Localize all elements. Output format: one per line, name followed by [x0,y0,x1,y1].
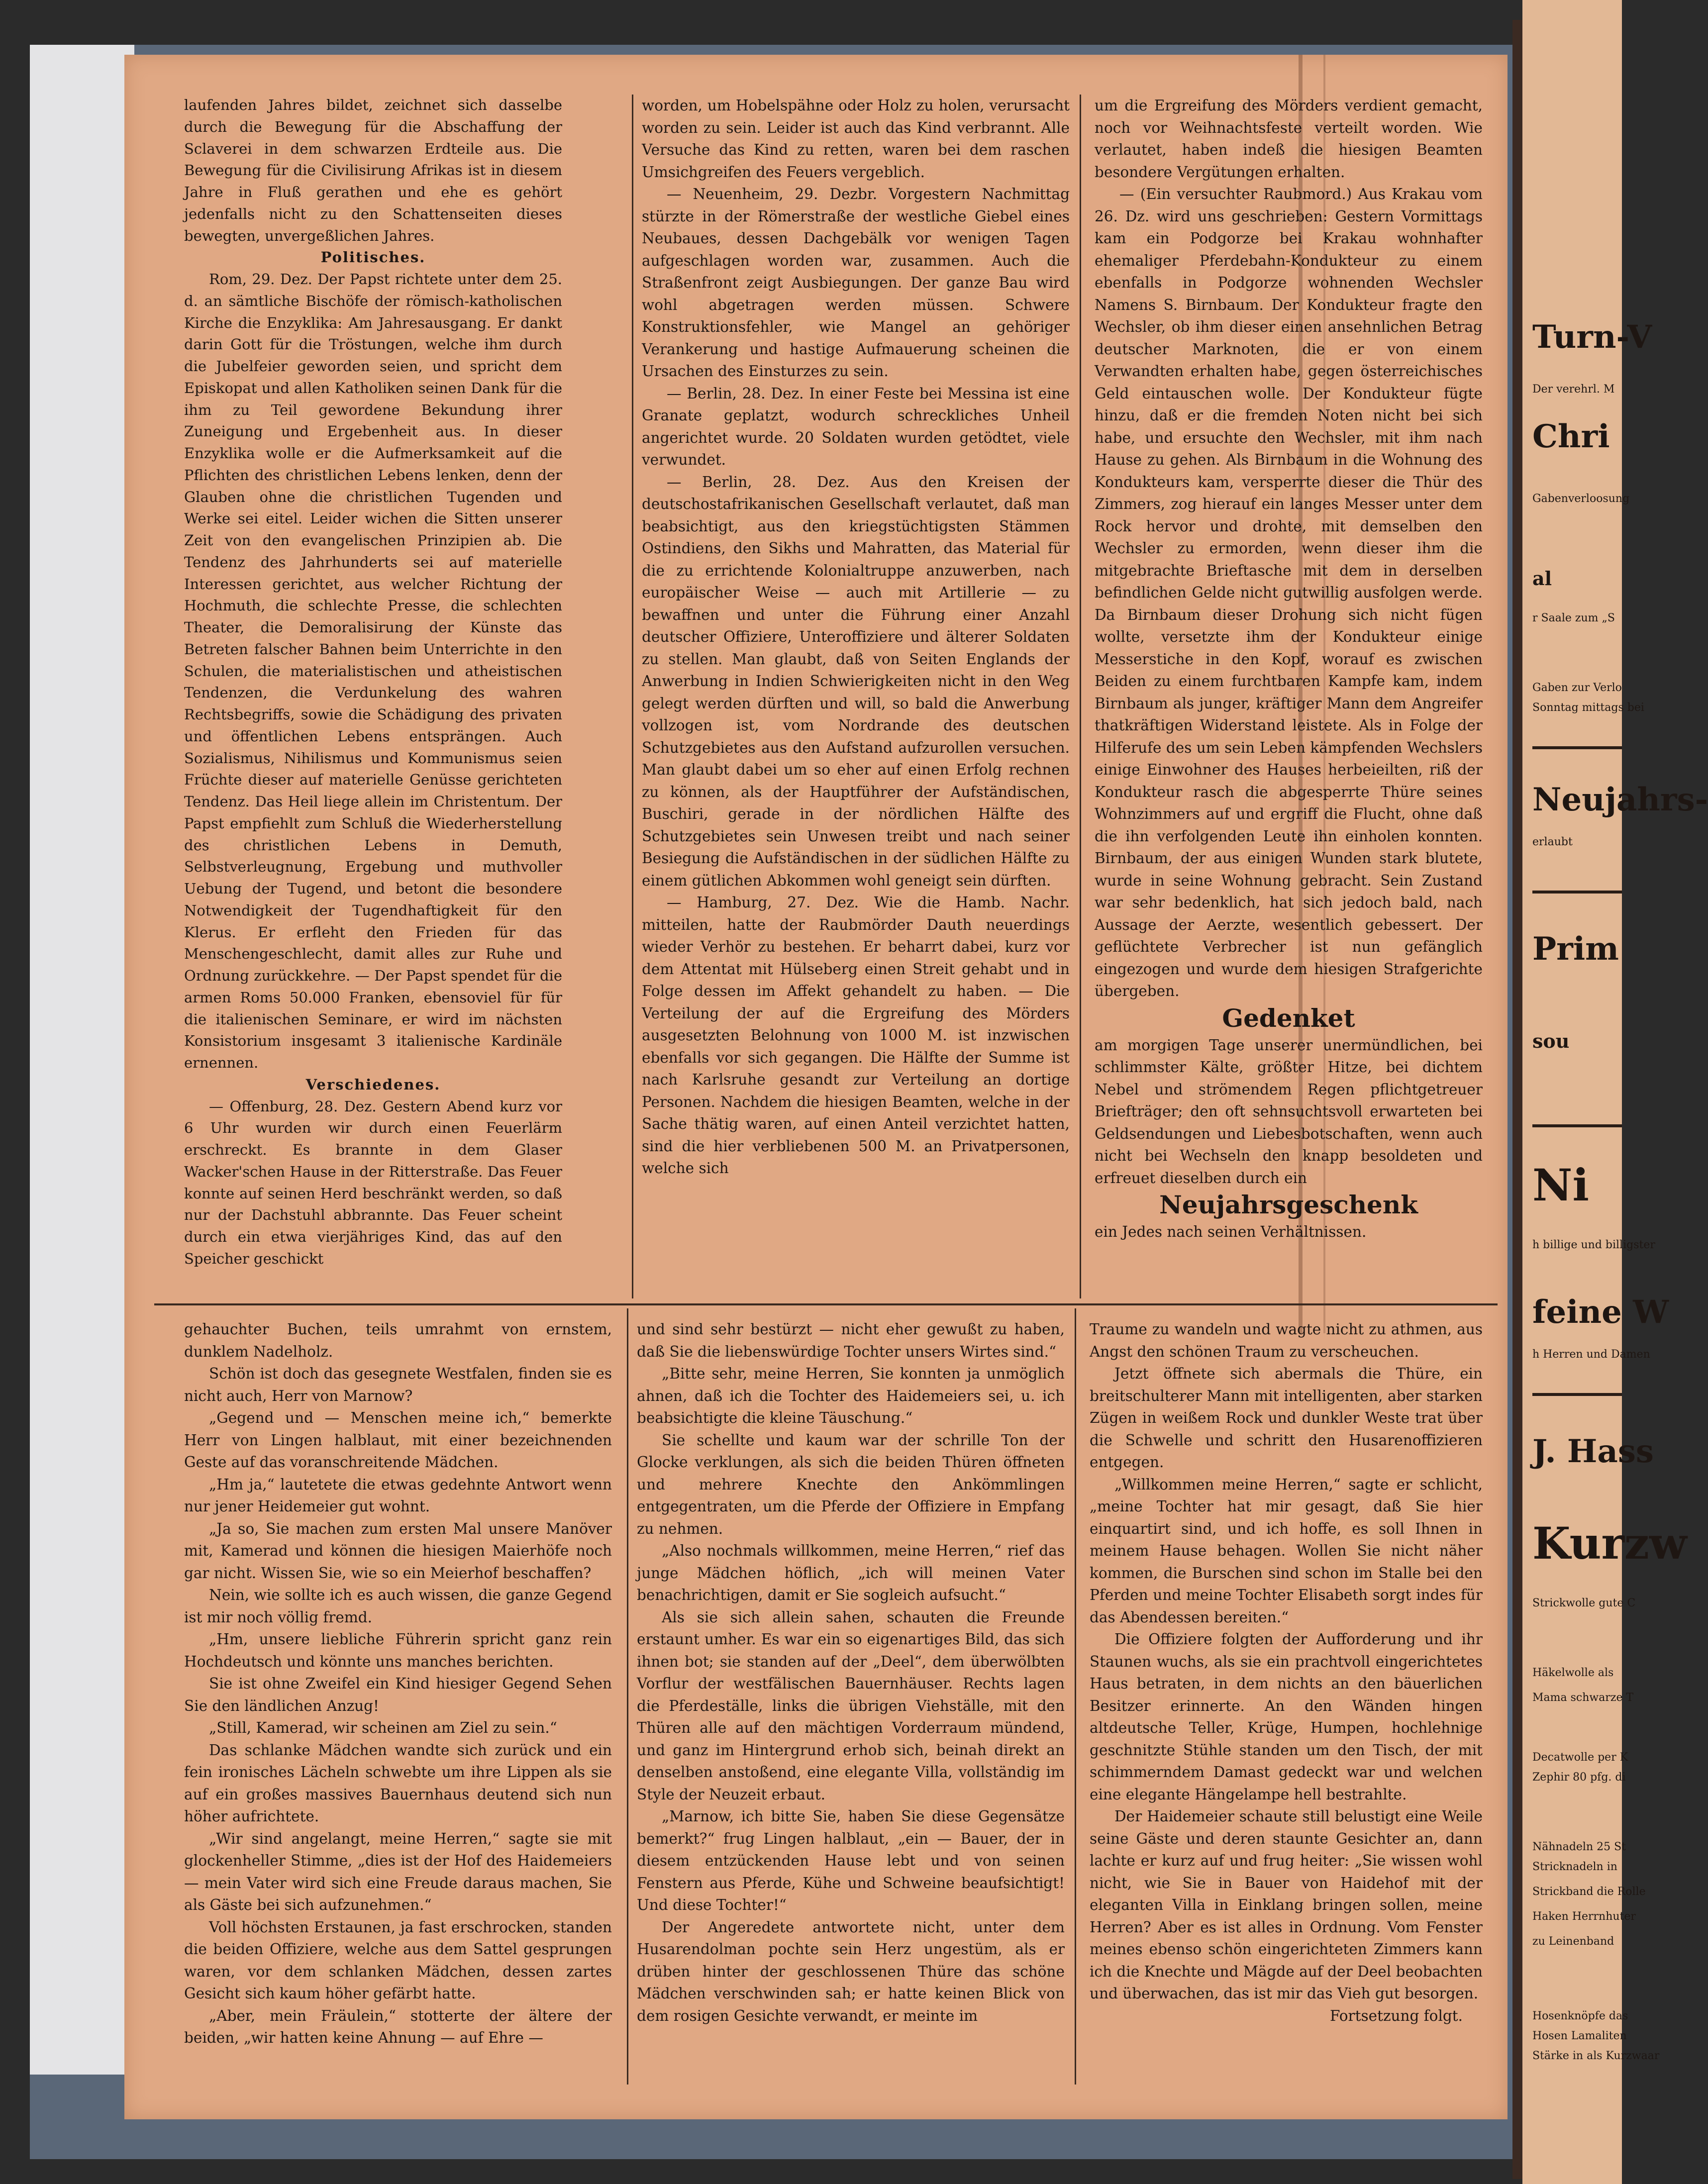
notice-body: am morgigen Tage unserer unermündlichen, bei schlimmster Kälte, größter Hitze, bei dichtem Nebel und strömendem Regen pflichtgetreuer Briefträger; den oft sehnsuchtsvoll erwarteten bei Geldsendungen und Liebesbotschaften, wenn auch nicht bei Wechseln den knapp besoldeten und erfreuet dieselben durch ein [1095,1036,1483,1187]
next-page-text: Der verehrl. M [1532,383,1615,396]
story-paragraph: „Willkommen meine Herren,“ sagte er schlicht, „meine Tochter hat mir gesagt, daß Sie hier einquartirt sind, und ich hoffe, es soll Ihnen in meinem Hause behagen. Wollen Sie nicht näher kommen, die Burschen sind schon im Stalle bei den Pferden und meine Tochter Elisabeth sorgt indes für das Abendessen bereiten.“ [1090,1476,1483,1626]
article-berlin-messina: — Berlin, 28. Dez. In einer Feste bei Messina ist eine Granate geplatzt, wodurch schreckliches Unheil angerichtet wurde. 20 Soldaten wurden getödtet, viele verwundet. [642,385,1070,468]
next-page-text: Hosen Lamaliten [1532,2030,1627,2042]
story-paragraph: „Marnow, ich bitte Sie, haben Sie diese Gegensätze bemerkt?“ frug Lingen halblaut, „ein — Bauer, der in diesem entzückenden Hause lebt und von seinen Fenstern aus Pferde, Kühe und Schweine beaufsichtigt! Und diese Tochter!“ [637,1808,1065,1913]
next-page-text: Häkelwolle als [1532,1667,1614,1679]
article-berlin-kolonial: — Berlin, 28. Dez. Aus den Kreisen der deutschostafrikanischen Gesellschaft verlautet, daß man beabsichtigt, aus den kriegstüchtigsten Stämmen Ostindiens, den Sikhs und Mahratten, das Material für die zu errichtende Kolonialtruppe anzuwerben, nach europäischer Weise — auch mit Artillerie — zu bewaffnen und unter die Führung einer Anzahl deutscher Offiziere, Unteroffiziere und älterer Soldaten zu stellen. Man glaubt, daß von Seiten Englands der Anwerbung in Indien Schwierigkeiten nicht in den Weg gelegt werden dürften und will, so bald die Anwerbung vollzogen ist, vom Nordrande des deutschen Schutzgebietes aus den Aufstand aufzurollen versuchen. Man glaubt dabei um so eher auf einen Erfolg rechnen zu können, als der Hauptführer der Aufständischen, Buschiri, gerade in der nördlichen Hälfte des Schutzgebietes sein Unwesen treibt und nach seiner Besiegung die Aufständischen in der südlichen Hälfte zu einem gütlichen Abkommen wohl geneigt sein dürften. [642,473,1070,889]
story-paragraph: Sie ist ohne Zweifel ein Kind hiesiger Gegend Sehen Sie den ländlichen Anzug! [184,1675,612,1714]
story-paragraph: gehauchter Buchen, teils umrahmt von ernstem, dunklem Nadelholz. [184,1321,612,1360]
next-page-rule [1532,1124,1622,1127]
next-page-text: Chri [1532,418,1610,455]
column-rule [1080,95,1081,1298]
story-paragraph: „Ja so, Sie machen zum ersten Mal unsere Manöver mit, Kamerad und können die hiesigen Maierhöfe noch gar nicht. Wissen Sie, wie so ein Meierhof beschaffen? [184,1520,612,1582]
story-paragraph: „Bitte sehr, meine Herren, Sie konnten ja unmöglich ahnen, daß ich die Tochter des Haidemeiers sei, u. ich beabsichtigte die kleine Täuschung.“ [637,1365,1065,1426]
story-paragraph: Die Offiziere folgten der Aufforderung und ihr Staunen wuchs, als sie ein prachtvoll eingerichtetes Haus betraten, in dem nichts an den bäuerlichen Besitzer erinnerte. An den Wänden hingen altdeutsche Teller, Krüge, Humpen, hochlehnige geschnitzte Stühle standen um den Tisch, der mit schimmerndem Damast gedeckt war und welchen eine elegante Hängelampe hell bestrahlte. [1090,1631,1483,1803]
next-page-text: r Saale zum „S [1532,612,1615,624]
article-offenburg: — Offenburg, 28. Dez. Gestern Abend kurz vor 6 Uhr wurden wir durch einen Feuerlärm erschreckt. Es brannte in dem Glaser Wacker'schen Hause in der Ritterstraße. Das Feuer konnte auf seinen Herd beschränkt werden, so daß nur der Dachstuhl abbrannte. Das Feuer scheint durch ein etwa vierjähriges Kind, das auf den Speicher geschickt [184,1097,562,1267]
newspaper-page [124,55,1507,2119]
notice-neujahrsgeschenk: Neujahrsgeschenk [1159,1190,1418,1219]
next-page-text: Nähnadeln 25 St [1532,1841,1626,1853]
next-page-text: Decatwolle per K [1532,1751,1628,1764]
feuilleton-rule [154,1303,1498,1305]
next-page-text: zu Leinenband [1532,1935,1614,1948]
story-paragraph: „Also nochmals willkommen, meine Herren,“ rief das junge Mädchen höflich, „ich will meinen Vater benachrichtigen, damit er Sie sogleich aufsucht.“ [637,1542,1065,1603]
next-page-text: sou [1532,1030,1570,1052]
next-page-text: Zephir 80 pfg. di [1532,1771,1626,1784]
feuilleton-column-3 [1090,1318,1483,2104]
feuilleton-column-2 [637,1318,1065,2104]
next-page-text: Neujahrs- [1532,781,1708,818]
story-paragraph: Der Haidemeier schaute still belustigt eine Weile seine Gäste und deren staunte Gesichter an, dann lachte er kurz auf und frug heiter: „Sie wissen wohl nicht, wie Sie in Bauer von Haidehof mit der eleganten Villa in Einklang bringen sollen, meine Herren? Aber es ist alles in Ordnung. Vom Fenster meines ebenso schön eingerichteten Zimmers kann ich die Knechte und Mägde auf der Deel beobachten und überwachen, das ist mir das Vieh gut besorgen. [1090,1808,1483,2002]
next-page-text: Ni [1532,1159,1589,1211]
story-paragraph: Traume zu wandeln und wagte nicht zu athmen, aus Angst den schönen Traum zu verscheuchen. [1090,1321,1483,1360]
feuilleton-column-1 [184,1318,612,2104]
next-page-text: Gaben zur Verlo [1532,682,1622,694]
story-paragraph: Sie schellte und kaum war der schrille Ton der Glocke verklungen, als sich die beiden Thüren öffneten und mehrere Knechte den Ankömmlingen entgegentraten, um die Pferde der Offiziere in Empfang zu nehmen. [637,1431,1065,1537]
article-hamburg: — Hamburg, 27. Dez. Wie die Hamb. Nachr. mitteilen, hatte der Raubmörder Dauth neuerdings wieder Verhör zu bestehen. Er beharrt dabei, kurz vor dem Attentat mit Hülseberg einen Streit gehabt und in Folge dessen im Affekt gehandelt zu haben. — Die Verteilung der auf die Ergreifung des Mörders ausgesetzten Belohnung von 1000 M. ist inzwischen ebenfalls vor sich gegangen. Die Hälfte der Summe ist nach Karlsruhe gesandt zur Verteilung an dortige Personen. Nachdem die hiesigen Beamten, welche in der Sache thätig waren, auf einen Anteil verzichtet hatten, sind die hier verbliebenen 500 M. an Privatpersonen, welche sich [642,894,1070,1177]
next-page-text: Strickwolle gute C [1532,1597,1636,1609]
next-page-text: Hosenknöpfe das [1532,2010,1628,2022]
article-continuation: laufenden Jahres bildet, zeichnet sich dasselbe durch die Bewegung für die Abschaffung der Sclaverei in dem schwarzen Erdteile aus. Die Bewegung für die Civilisirung Afrikas ist in diesem Jahre in Fluß gerathen und ehe es gehört jedenfalls nicht zu den Schattenseiten dieses bewegten, unvergeßlichen Jahres. [184,97,562,244]
next-page-text: Haken Herrnhuter [1532,1910,1636,1923]
story-paragraph: Voll höchsten Erstaunen, ja fast erschrocken, standen die beiden Offiziere, welche aus dem Sattel gesprungen waren, vor dem schlanken Mädchen, dessen zartes Gesicht sich kaum höher gefärbt hatte. [184,1918,612,2002]
story-paragraph: Jetzt öffnete sich abermals die Thüre, ein breitschulterer Mann mit intelligenten, aber starken Zügen in weißem Rock und dunkler Weste trat über die Schwelle und schritt den Husarenoffizieren entgegen. [1090,1365,1483,1471]
article-raubmord: — (Ein versuchter Raubmord.) Aus Krakau vom 26. Dz. wird uns geschrieben: Gestern Vormittags kam ein Podgorze bei Krakau wohnhafter ehemaliger Pferdebahn-Kondukteur zu einem ebenfalls in Podgorze wohnenden Wechsler Namens S. Birnbaum. Der Kondukteur fragte den Wechsler, ob ihm dieser einen ansehnlichen Betrag deutscher Marknoten, die er von einem Verwandten erhalten habe, gegen österreichisches Geld eintauschen wolle. Der Kondukteur fügte hinzu, daß er die fremden Noten nicht bei sich habe, und ersuchte den Wechsler, mit ihm nach Hause zu gehen. Als Birnbaum in die Wohnung des Kondukteurs kam, versperrte dieser die Thür des Zimmers, zog hierauf ein langes Messer unter dem Rock hervor und drohte, mit demselben den Wechsler zu ermorden, wenn dieser ihm die mitgebrachte Brieftasche mit dem in derselben befindlichen Gelde nicht gutwillig ausfolgen werde. Da Birnbaum dieser Drohung sich nicht fügen wollte, versetzte ihm der Kondukteur einige Messerstiche in den Kopf, worauf es zwischen Beiden zu einem furchtbaren Kampfe kam, indem Birnbaum als junger, kräftiger Mann dem Angreifer thatkräftigen Widerstand leistete. Als in Folge der Hilferufe des um sein Leben kämpfenden Wechslers einige Einwohner des Hauses herbeieilten, riß der Kondukteur rasch die abgesperrte Thüre seines Wohnzimmers auf und ergriff die Flucht, ohne daß die ihn verfolgenden Leute ihn einholen konnten. Birnbaum, der aus einigen Wunden stark blutete, wurde in seine Wohnung gebracht. Sein Zustand war sehr bedenklich, hat sich jedoch bald, nach Aussage der Aerzte, wesentlich gebessert. Der geflüchtete Verbrecher ist nun gefänglich eingezogen und wurde dem hiesigen Strafgerichte übergeben. [1095,186,1483,999]
story-paragraph: „Wir sind angelangt, meine Herren,“ sagte sie mit glockenheller Stimme, „dies ist der Hof des Haidemeiers — mein Vater wird sich eine Freude daraus machen, Sie als Gäste bei sich aufzunehmen.“ [184,1830,612,1913]
story-paragraph: Das schlanke Mädchen wandte sich zurück und ein fein ironisches Lächeln schwebte um ihre Lippen als sie auf ein großes massives Bauernhaus deutend sich nun höher aufrichtete. [184,1741,612,1825]
story-paragraph: und sind sehr bestürzt — nicht eher gewußt zu haben, daß Sie die liebenswürdige Tochter unsers Wirtes sind.“ [637,1321,1065,1360]
continuation-note: Fortsetzung folgt. [1329,2007,1463,2024]
article-hamburg-continuation: um die Ergreifung des Mörders verdient gemacht, noch vor Weihnachtsfeste verteilt worden. Wie verlautet, haben indeß die hiesigen Beamten besondere Vergütungen erhalten. [1095,97,1483,181]
article-neuenheim: — Neuenheim, 29. Dezbr. Vorgestern Nachmittag stürzte in der Römerstraße der westliche Giebel eines Neubaues, dessen Dachgebälk vor wenigen Tagen aufgeschlagen worden war, zusammen. Auch die Straßenfront zeigt Ausbiegungen. Der ganze Bau wird wohl abgetragen werden müssen. Schwere Konstruktionsfehler, wie Mangel an gehöriger Verankerung und hastige Aufmauerung scheinen die Ursachen des Einsturzes zu sein. [642,186,1070,380]
story-paragraph: Als sie sich allein sahen, schauten die Freunde erstaunt umher. Es war ein so eigenartiges Bild, das sich ihnen bot; sie standen auf der „Deel“, dem überwölbten Vorflur der westfälischen Bauernhäuser. Rechts lagen die Pferdeställe, links die übrigen Viehställe, mit den Thüren alle auf den mächtigen Vorderraum mündend, und ganz im Hintergrund erhob sich, beinah direkt an denselben anstoßend, eine elegante Villa, vollständig im Style der Neuzeit erbaut. [637,1608,1065,1803]
next-page-rule [1532,1393,1622,1396]
next-page-fragment [1522,0,1708,2184]
top-column-1 [184,95,562,1289]
next-page-text: Stärke in als Kurzwaar [1532,2050,1660,2062]
story-paragraph: Schön ist doch das gesegnete Westfalen, finden sie es nicht auch, Herr von Marnow? [184,1365,612,1404]
top-column-3 [1095,95,1483,1303]
story-paragraph: Der Angeredete antwortete nicht, unter dem Husarendolman pochte sein Herz ungestüm, als er drüben hinter der geschlossenen Thüre das schöne Mädchen verschwinden sah; er hatte keinen Blick von dem rosigen Gesichte verwandt, er meinte im [637,1918,1065,2024]
story-paragraph: „Hm, unsere liebliche Führerin spricht ganz rein Hochdeutsch und könnte uns manches berichten. [184,1631,612,1670]
section-heading-politisches: Politisches. [320,249,426,266]
article-rom: Rom, 29. Dez. Der Papst richtete unter dem 25. d. an sämtliche Bischöfe der römisch-katholischen Kirche die Enzyklika: Am Jahresausgang. Er dankt darin Gott für die Tröstungen, welche ihm durch die Jubelfeier geworden seien, und spricht dem Episkopat und allen Katholiken seinen Dank für die ihm zu Teil gewordene Bekundung ihrer Zuneigung und Ergebenheit aus. In dieser Enzyklika wolle er die Aufmerksamkeit auf die Pflichten des christlichen Lebens lenken, denn der Glauben ohne die christlichen Tugenden und Werke sei eitel. Leider wichen die Sitten unserer Zeit von den evangelischen Prinzipien ab. Die Tendenz des Jahrhunderts sei auf materielle Interessen gerichtet, aus welcher Richtung der Hochmuth, die schlechte Presse, die schlechten Theater, die Demoralisirung der Künste das Betreten falscher Bahnen beim Unterrichte in den Schulen, die materialistischen und atheistischen Tendenzen, die Verdunkelung des wahren Rechtsbegriffs, sowie die Schädigung des privaten und öffentlichen Lebens entsprängen. Auch Sozialismus, Nihilismus und Kommunismus seien Früchte dieser auf materielle Genüsse gerichteten Tendenz. Das Heil liege allein im Christentum. Der Papst empfiehlt zum Schluß die Wiederherstellung des christlichen Lebens in Demuth, Selbstverleugnung, Ergebung und muthvoller Uebung der Tugend, und betont die besondere Notwendigkeit der Tugendhaftigkeit für den Klerus. Er erfleht den Frieden für das Menschengeschlecht, damit alles zur Ruhe und Ordnung zurückkehre. — Der Papst spendet für die armen Roms 50.000 Franken, ebensoviel für für die italienischen Seminare, er wird im nächsten Konsistorium insgesamt 3 italienische Kardinäle ernennen. [184,271,562,1071]
story-paragraph: „Hm ja,“ lautetete die etwas gedehnte Antwort wenn nur jener Heidemeier gut wohnt. [184,1476,612,1515]
next-page-text: h Herren und Damen [1532,1348,1650,1361]
story-paragraph: „Aber, mein Fräulein,“ stotterte der ältere der beiden, „wir hatten keine Ahnung — auf Ehre — [184,2007,612,2046]
top-column-2 [642,95,1070,1289]
section-heading-verschiedenes: Verschiedenes. [305,1076,441,1093]
next-page-text: feine W [1532,1293,1669,1331]
next-page-rule [1532,891,1622,893]
next-page-text: Sonntag mittags bei [1532,701,1644,714]
article-offenburg-continuation: worden, um Hobelspähne oder Holz zu holen, verursacht worden zu sein. Leider ist auch das Kind verbrannt. Alle Versuche das Kind zu retten, waren bei dem raschen Umsichgreifen des Feuers vergeblich. [642,97,1070,181]
column-rule [627,1308,628,2085]
next-page-text: Gabenverloosung [1532,493,1630,505]
next-page-rule [1532,746,1622,749]
notice-heading: Gedenket [1222,1003,1355,1033]
story-paragraph: „Still, Kamerad, wir scheinen am Ziel zu sein.“ [209,1719,557,1736]
story-paragraph: Nein, wie sollte ich es auch wissen, die ganze Gegend ist mir noch völlig fremd. [184,1587,612,1626]
mount-margin [30,45,134,2075]
next-page-text: Turn-V [1532,318,1652,356]
next-page-text: Kurzw [1532,1517,1687,1569]
story-paragraph: „Gegend und — Menschen meine ich,“ bemerkte Herr von Lingen halblaut, mit einer bezeichnenden Geste auf das voranschreitende Mädchen. [184,1409,612,1471]
next-page-text: Stricknadeln in [1532,1861,1617,1873]
next-page-text: h billige und billigster [1532,1239,1655,1251]
next-page-text: al [1532,567,1552,590]
notice-tail: ein Jedes nach seinen Verhältnissen. [1095,1223,1367,1240]
next-page-text: Prim [1532,930,1619,968]
column-rule [1075,1308,1076,2085]
next-page-text: Mama schwarze T [1532,1691,1634,1704]
column-rule [632,95,633,1298]
next-page-text: erlaubt [1532,836,1573,848]
next-page-text: J. Hass [1532,1433,1654,1470]
next-page-text: Strickband die Rolle [1532,1886,1646,1898]
